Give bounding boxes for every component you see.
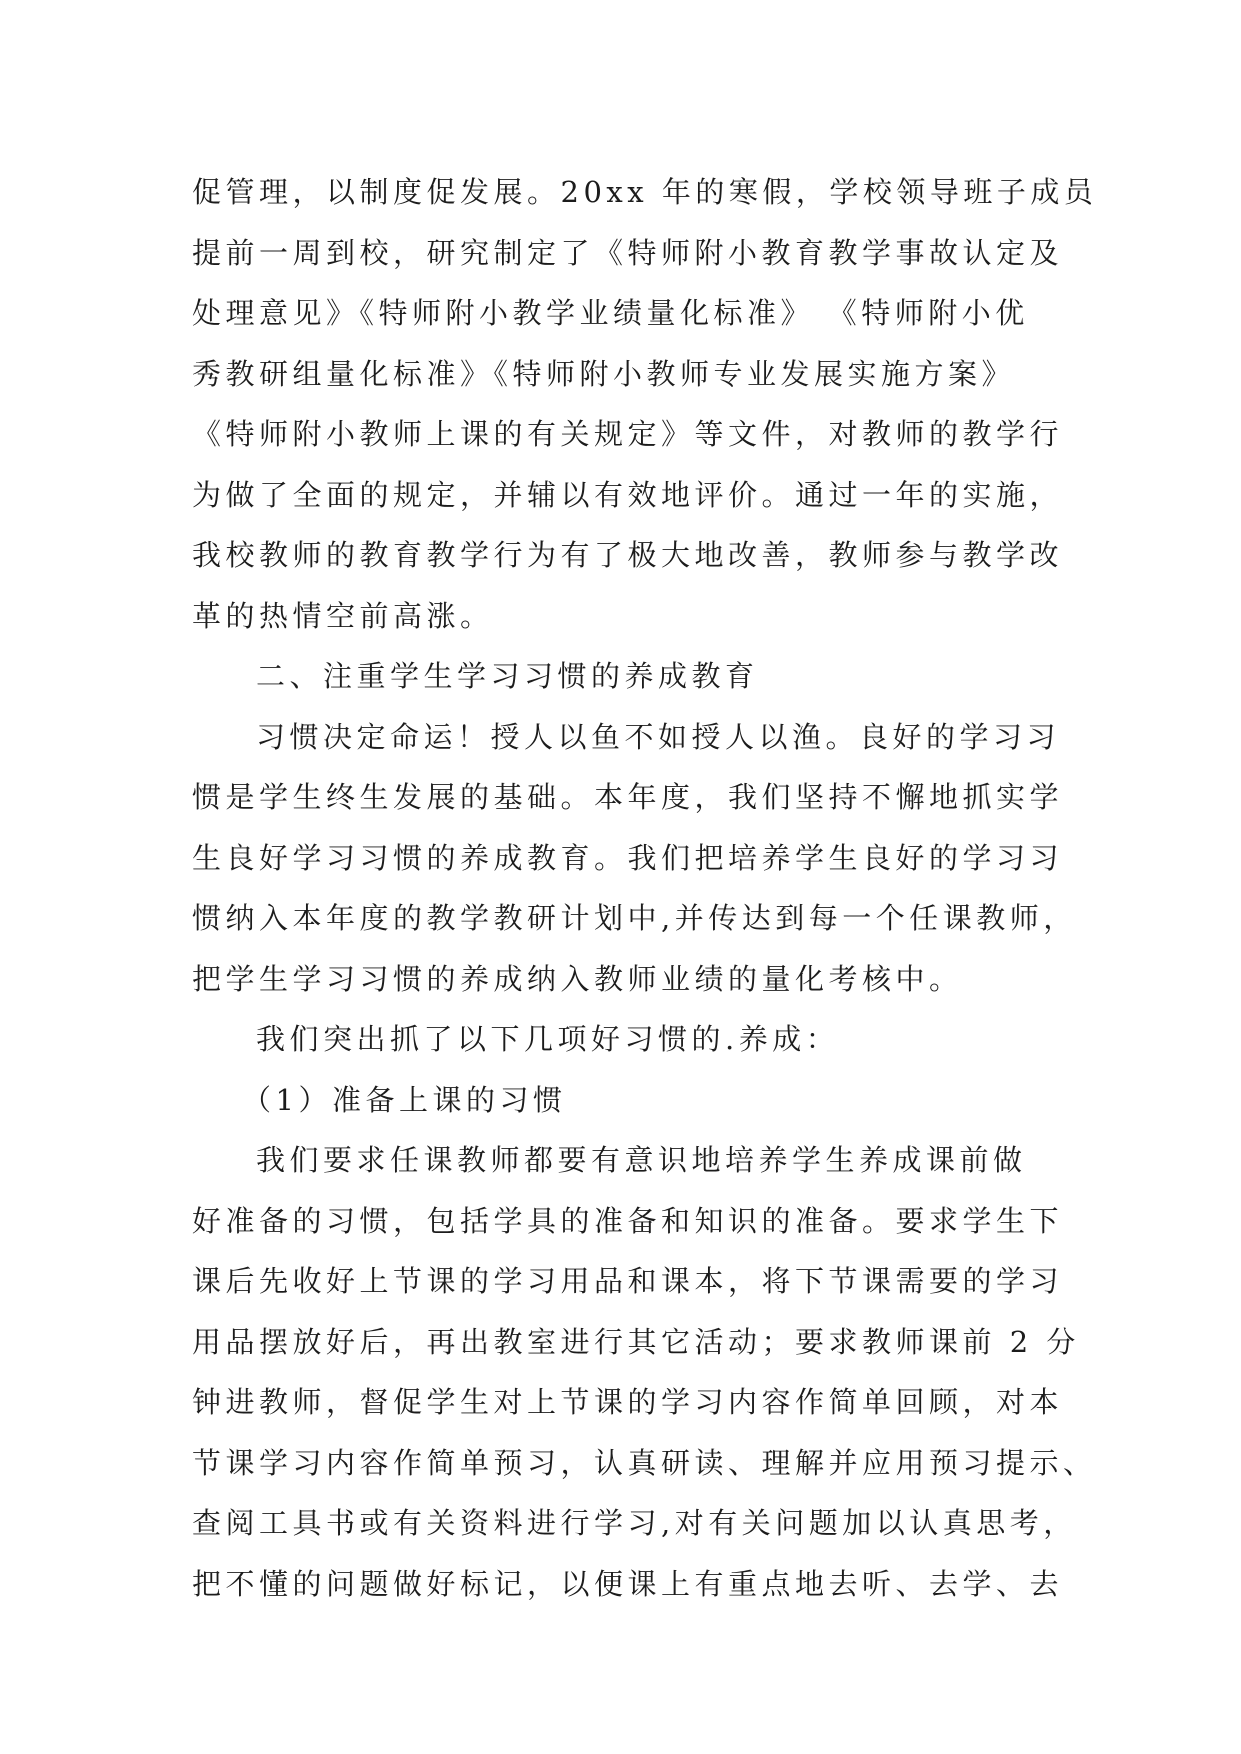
paragraph-start: 我们要求任课教师都要有意识地培养学生养成课前做: [256, 1143, 1027, 1177]
text-line: 节课学习内容作简单预习，认真研读、理解并应用预习提示、: [192, 1445, 1097, 1480]
subsection-heading: （1）准备上课的习惯: [242, 1082, 567, 1117]
text-line: 课后先收好上节课的学习用品和课本，将下节课需要的学习: [192, 1264, 1064, 1298]
paragraph-start: 我们突出抓了以下几项好习惯的.养成：: [256, 1022, 840, 1056]
text-line: 好准备的习惯，包括学具的准备和知识的准备。要求学生下: [192, 1203, 1064, 1238]
text-line: 我校教师的教育教学行为有了极大地改善，教师参与教学改: [192, 538, 1064, 572]
text-line: 革的热情空前高涨。: [192, 598, 494, 633]
text-line: 查阅工具书或有关资料进行学习,对有关问题加以认真思考，: [192, 1506, 1077, 1540]
text-line: 把不懂的问题做好标记，以便课上有重点地去听、去学、去: [192, 1566, 1064, 1601]
text-line: 用品摆放好后，再出教室进行其它活动；要求教师课前 2 分: [192, 1324, 1080, 1359]
text-line: 秀教研组量化标准》《特师附小教师专业发展实施方案》: [192, 356, 1016, 391]
text-line: 把学生学习习惯的养成纳入教师业绩的量化考核中。: [192, 961, 963, 996]
text-line: 生良好学习习惯的养成教育。我们把培养学生良好的学习习: [192, 840, 1064, 875]
text-line: 为做了全面的规定，并辅以有效地评价。通过一年的实施，: [192, 477, 1064, 512]
paragraph-start: 习惯决定命运！授人以鱼不如授人以渔。良好的学习习: [256, 719, 1061, 754]
section-heading: 二、注重学生学习习惯的养成教育: [256, 659, 759, 693]
document-body: [192, 162, 1098, 1614]
text-line: 惯是学生终生发展的基础。本年度，我们坚持不懈地抓实学: [192, 780, 1064, 814]
text-line: 惯纳入本年度的教学教研计划中,并传达到每一个任课教师，: [192, 901, 1077, 935]
text-line: 处理意见》《特师附小教学业绩量化标准》 《特师附小优: [192, 296, 1029, 330]
text-line: 促管理，以制度促发展。20xx 年的寒假，学校领导班子成员: [192, 175, 1098, 209]
text-line: 《特师附小教师上课的有关规定》等文件，对教师的教学行: [192, 417, 1064, 451]
text-line: 提前一周到校，研究制定了《特师附小教育教学事故认定及: [192, 235, 1064, 270]
text-line: 钟进教师，督促学生对上节课的学习内容作简单回顾，对本: [192, 1385, 1064, 1419]
